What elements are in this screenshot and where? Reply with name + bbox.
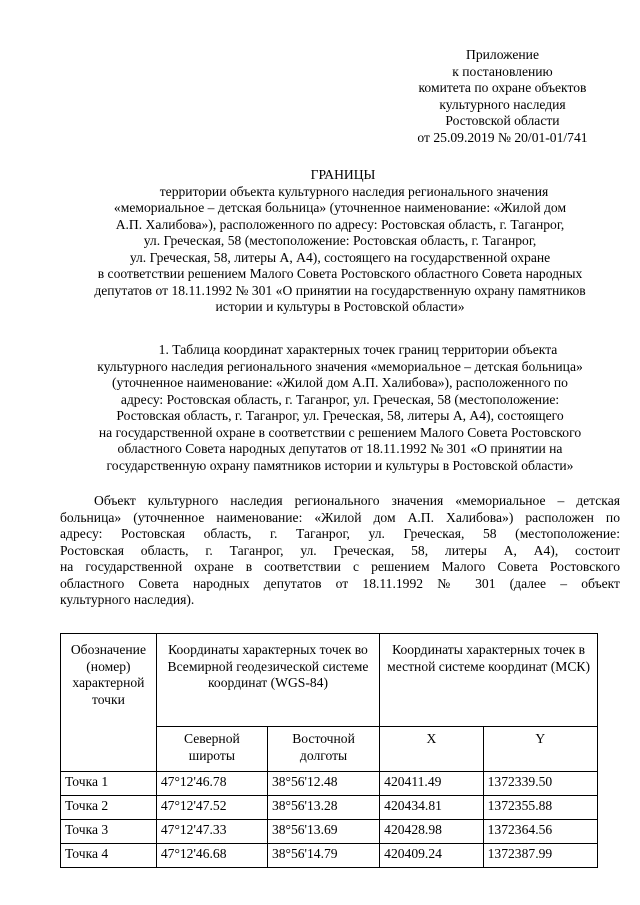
- wgs-group-header: Координаты характерных точек во Всемирной геодезической системе координат (WGS-84): [156, 634, 379, 727]
- title-line: «мемориальное – детская больница» (уточненное наименование: «Жилой дом: [113, 200, 567, 215]
- section-1-line: государственную охрану памятников истории и культуры в Ростовской области»: [106, 457, 574, 473]
- paragraph-line: культурного наследия).: [60, 592, 195, 607]
- y-cell: 1372387.99: [483, 844, 597, 868]
- paragraph-line: больница» (уточненное наименование: «Жилой дом А.П. Халибова») расположен по: [60, 509, 620, 525]
- coordinates-table: [60, 633, 598, 868]
- section-1-line: (уточненное наименование: «Жилой дом А.П. Халибова»), расположенного по: [112, 375, 568, 390]
- appendix-line: комитета по охране объектов: [418, 80, 587, 95]
- x-cell: 420411.49: [380, 772, 483, 796]
- section-1-line: адресу: Ростовская область, г. Таганрог, ул. Греческая, 58 (местоположение:: [120, 391, 560, 407]
- appendix-line: культурного наследия: [439, 96, 566, 112]
- title-line: в соответствии решением Малого Совета Ростовского областного Совета народных: [97, 266, 583, 281]
- longitude-cell: 38°56'13.28: [267, 796, 379, 820]
- latitude-header: Северной широты: [156, 727, 267, 772]
- paragraph-line: областного Совета народных депутатов от 18.11.1992 № 301 (далее – объект: [60, 575, 620, 591]
- document-title: [60, 167, 620, 316]
- paragraph-line: на государственной охране в соответствии с решением Малого Совета Ростовского: [60, 559, 620, 574]
- title-line: истории и культуры в Ростовской области»: [215, 299, 465, 314]
- point-cell: Точка 3: [61, 820, 157, 844]
- point-cell: Точка 4: [61, 844, 157, 868]
- section-1-line: областного Совета народных депутатов от 18.11.1992 № 301 «О принятии на: [117, 441, 563, 456]
- appendix-line: Приложение: [466, 47, 539, 62]
- msk-group-header: Координаты характерных точек в местной системе координат (МСК): [380, 634, 598, 727]
- appendix-header: [400, 47, 605, 146]
- section-1-line: Ростовская область, г. Таганрог, ул. Греческая, 58, литеры А, А4), состоящего: [116, 408, 564, 423]
- table-row: [61, 820, 598, 844]
- x-header: X: [380, 727, 483, 772]
- title-line: территории объекта культурного наследия регионального значения: [159, 183, 549, 199]
- y-cell: 1372355.88: [483, 796, 597, 820]
- appendix-line: от 25.09.2019 № 20/01-01/741: [417, 129, 588, 145]
- appendix-line: Ростовской области: [445, 113, 560, 128]
- longitude-cell: 38°56'14.79: [267, 844, 379, 868]
- appendix-line: к постановлению: [452, 63, 553, 79]
- y-cell: 1372339.50: [483, 772, 597, 796]
- section-1-line: культурного наследия регионального значения «мемориальное – детская больница»: [97, 358, 583, 374]
- title-heading: ГРАНИЦЫ: [310, 167, 376, 182]
- section-1-heading: [60, 342, 620, 474]
- point-column-header: Обозначение (номер) характерной точки: [61, 634, 157, 772]
- y-cell: 1372364.56: [483, 820, 597, 844]
- x-cell: 420409.24: [380, 844, 483, 868]
- table-row: [61, 796, 598, 820]
- table-header-row: [61, 634, 598, 727]
- object-description-paragraph: [60, 493, 620, 609]
- y-header: Y: [483, 727, 597, 772]
- latitude-cell: 47°12'46.78: [156, 772, 267, 796]
- section-1-line: на государственной охране в соответствии с решением Малого Совета Ростовского: [98, 424, 582, 440]
- table-row: [61, 772, 598, 796]
- paragraph-line: Объект культурного наследия регионального значения «мемориальное – детская: [94, 493, 620, 508]
- longitude-cell: 38°56'12.48: [267, 772, 379, 796]
- title-line: А.П. Халибова»), расположенного по адресу: Ростовская область, г. Таганрог,: [115, 216, 565, 232]
- paragraph-line: Ростовская область, г. Таганрог, ул. Греческая, 58, литеры А, А4), состоит: [60, 542, 620, 558]
- point-cell: Точка 2: [61, 796, 157, 820]
- section-1-line: 1. Таблица координат характерных точек границ территории объекта: [158, 342, 558, 357]
- point-cell: Точка 1: [61, 772, 157, 796]
- latitude-cell: 47°12'47.52: [156, 796, 267, 820]
- title-line: ул. Греческая, 58 (местоположение: Ростовская область, г. Таганрог,: [143, 233, 537, 248]
- x-cell: 420434.81: [380, 796, 483, 820]
- longitude-cell: 38°56'13.69: [267, 820, 379, 844]
- title-line: депутатов от 18.11.1992 № 301 «О принятии на государственную охрану памятников: [94, 282, 586, 298]
- latitude-cell: 47°12'47.33: [156, 820, 267, 844]
- title-line: ул. Греческая, 58, литеры А, А4), состоящего на государственной охране: [129, 249, 551, 265]
- longitude-header: Восточной долготы: [267, 727, 379, 772]
- x-cell: 420428.98: [380, 820, 483, 844]
- paragraph-line: адресу: Ростовская область, г. Таганрог, ул. Греческая, 58 (местоположение:: [60, 526, 620, 541]
- table-row: [61, 844, 598, 868]
- latitude-cell: 47°12'46.68: [156, 844, 267, 868]
